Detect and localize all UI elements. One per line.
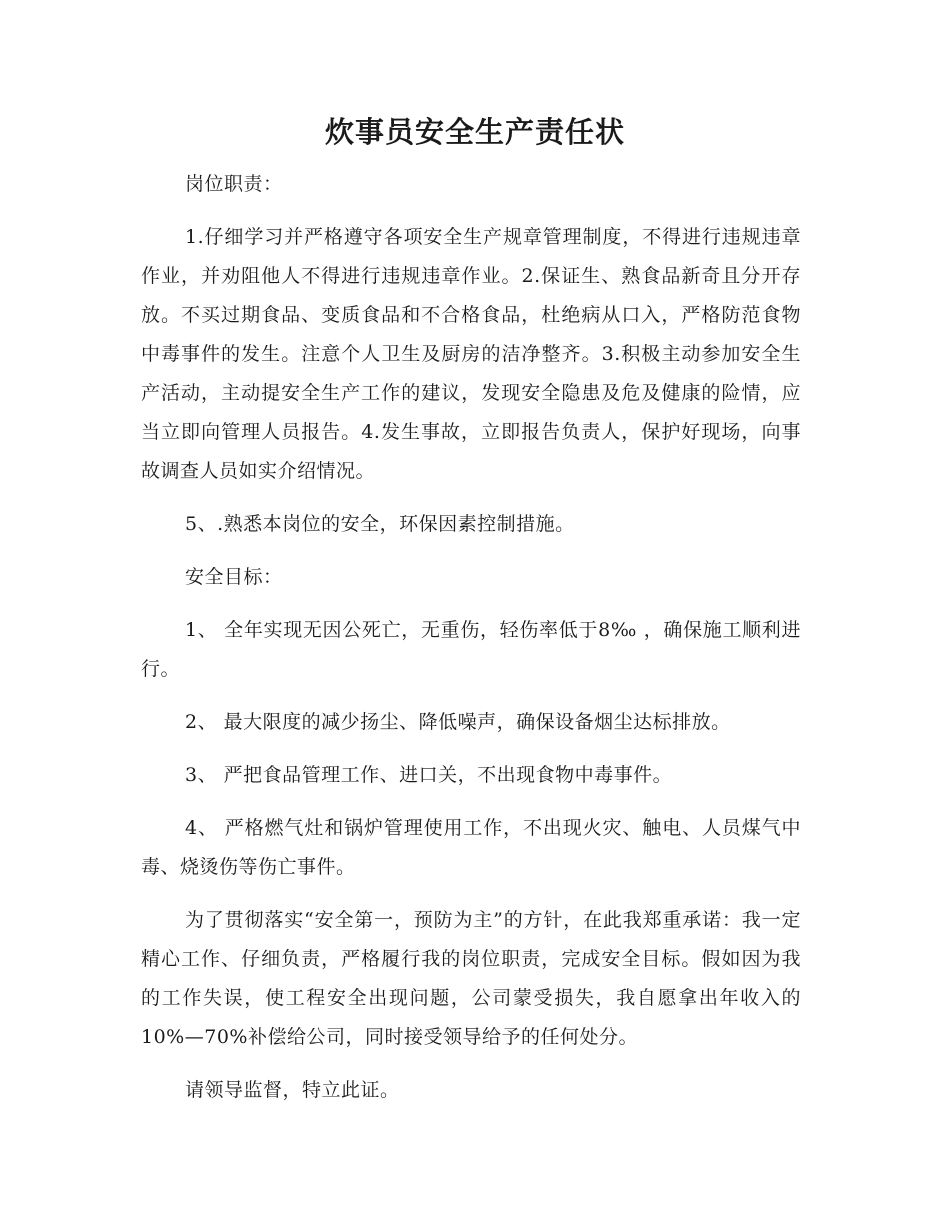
document-body [141,165,801,1124]
closing-line: 请领导监督，特立此证。 [185,1079,400,1101]
safety-goal-2: 2、 最大限度的减少扬尘、降低噪声，确保设备烟尘达标排放。 [185,711,731,733]
duties-paragraph: 1.仔细学习并严格遵守各项安全生产规章管理制度，不得进行违规违章作业，并劝阻他人不得进行违规违章作业。2.保证生、熟食品新奇且分开存放。不买过期食品、变质食品和不合格食品，杜绝病从口入，严格防范食物中毒事件的发生。注意个人卫生及厨房的洁净整齐。3.积极主动参加安全生产活动，主动提安全生产工作的建议，发现安全隐患及危及健康的险情，应当立即向管理人员报告。4.发生事故，立即报告负责人，保护好现场，向事故调查人员如实介绍情况。 [141,226,801,482]
safety-goal-4: 4、 严格燃气灶和锅炉管理使用工作，不出现火灾、触电、人员煤气中毒、烧烫伤等伤亡事件。 [141,817,801,878]
commitment-paragraph: 为了贯彻落实“安全第一，预防为主”的方针，在此我郑重承诺：我一定精心工作、仔细负责，严格履行我的岗位职责，完成安全目标。假如因为我的工作失误，使工程安全出现问题，公司蒙受损失，我自愿拿出年收入的10%—70%补偿给公司，同时接受领导给予的任何处分。 [141,909,801,1048]
section-heading-safety-goals: 安全目标： [185,566,283,588]
section-heading-duties: 岗位职责： [185,173,283,195]
duties-item-5: 5、.熟悉本岗位的安全，环保因素控制措施。 [185,513,575,535]
document-title: 炊事员安全生产责任状 [324,115,625,149]
safety-goal-3: 3、 严把食品管理工作、进口关，不出现食物中毒事件。 [185,764,673,786]
safety-goal-1: 1、 全年实现无因公死亡，无重伤，轻伤率低于8‰ ，确保施工顺利进行。 [141,619,801,680]
